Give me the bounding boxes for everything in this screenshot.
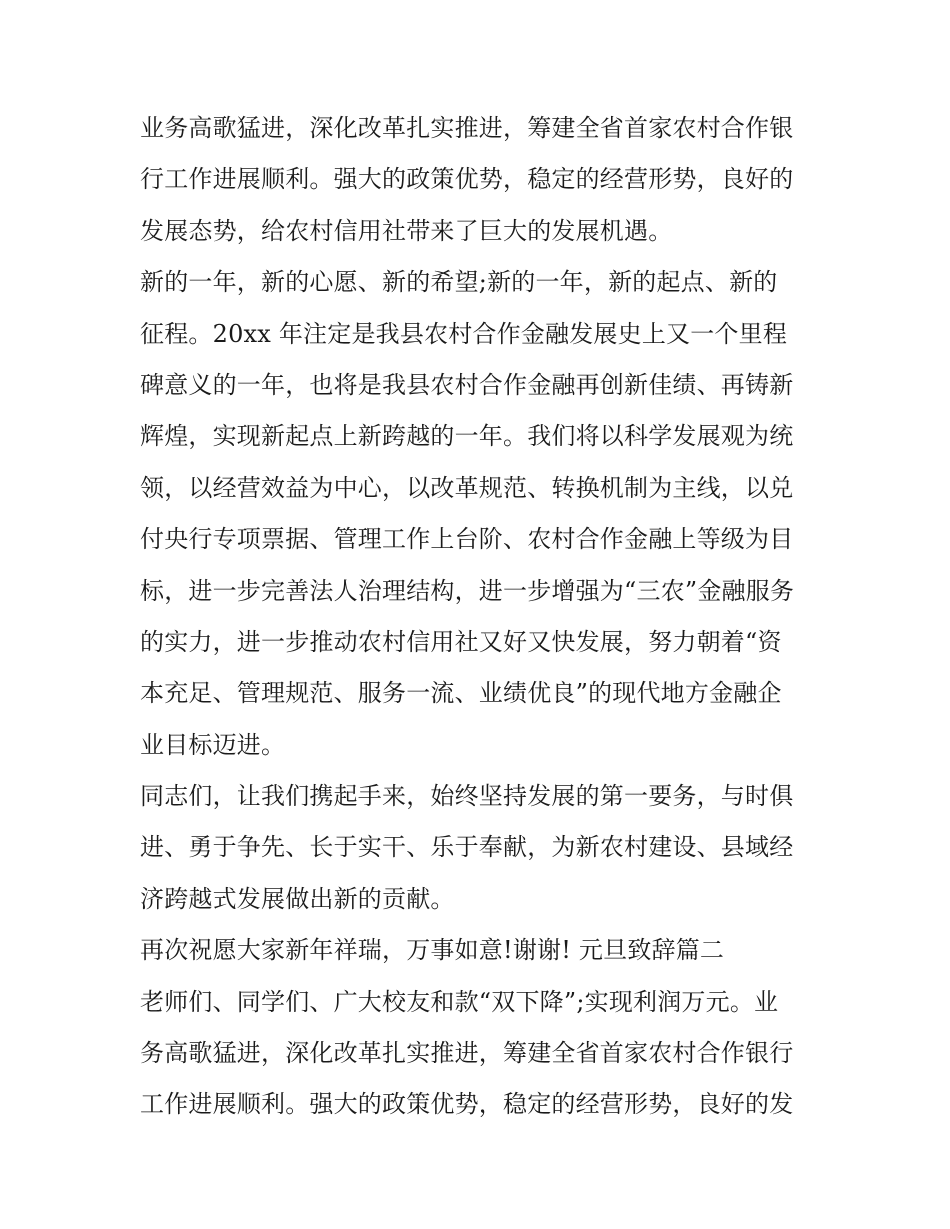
- text-line: 业目标迈进。: [140, 730, 286, 759]
- text-line: 济跨越式发展做出新的贡献。: [140, 884, 455, 913]
- text-line: 进、勇于争先、长于实干、乐于奉献，为新农村建设、县域经: [140, 833, 794, 862]
- text-line: 付央行专项票据、管理工作上台阶、农村合作金融上等级为目: [140, 525, 794, 554]
- text-line: 业务高歌猛进，深化改革扎实推进，筹建全省首家农村合作银: [140, 114, 794, 142]
- text-line: 本充足、管理规范、服务一流、业绩优良”的现代地方金融企: [140, 679, 782, 708]
- text-line: 标，进一步完善法人治理结构，进一步增强为“三农”金融服务: [140, 576, 795, 605]
- text-line: 同志们，让我们携起手来，始终坚持发展的第一要务，与时俱: [140, 782, 794, 811]
- text-line: 新的一年，新的心愿、新的希望;新的一年，新的起点、新的: [140, 268, 778, 297]
- text-line: 发展态势，给农村信用社带来了巨大的发展机遇。: [140, 216, 673, 245]
- text-line: 工作进展顺利。强大的政策优势，稳定的经营形势，良好的发: [140, 1090, 794, 1119]
- text-line: 碑意义的一年，也将是我县农村合作金融再创新佳绩、再铸新: [140, 370, 794, 399]
- text-line: 再次祝愿大家新年祥瑞，万事如意!谢谢! 元旦致辞篇二: [140, 936, 725, 965]
- text-line: 辉煌，实现新起点上新跨越的一年。我们将以科学发展观为统: [140, 422, 794, 451]
- text-line: 征程。20xx 年注定是我县农村合作金融发展史上又一个里程: [140, 319, 788, 348]
- text-line: 老师们、同学们、广大校友和款“双下降”;实现利润万元。业: [140, 987, 779, 1016]
- document-body: [140, 103, 820, 1131]
- text-line: 务高歌猛进，深化改革扎实推进，筹建全省首家农村合作银行: [140, 1039, 794, 1068]
- text-line: 的实力，进一步推动农村信用社又好又快发展，努力朝着“资: [140, 627, 782, 656]
- text-line: 领，以经营效益为中心，以改革规范、转换机制为主线，以兑: [140, 473, 794, 502]
- text-line: 行工作进展顺利。强大的政策优势，稳定的经营形势，良好的: [140, 165, 794, 194]
